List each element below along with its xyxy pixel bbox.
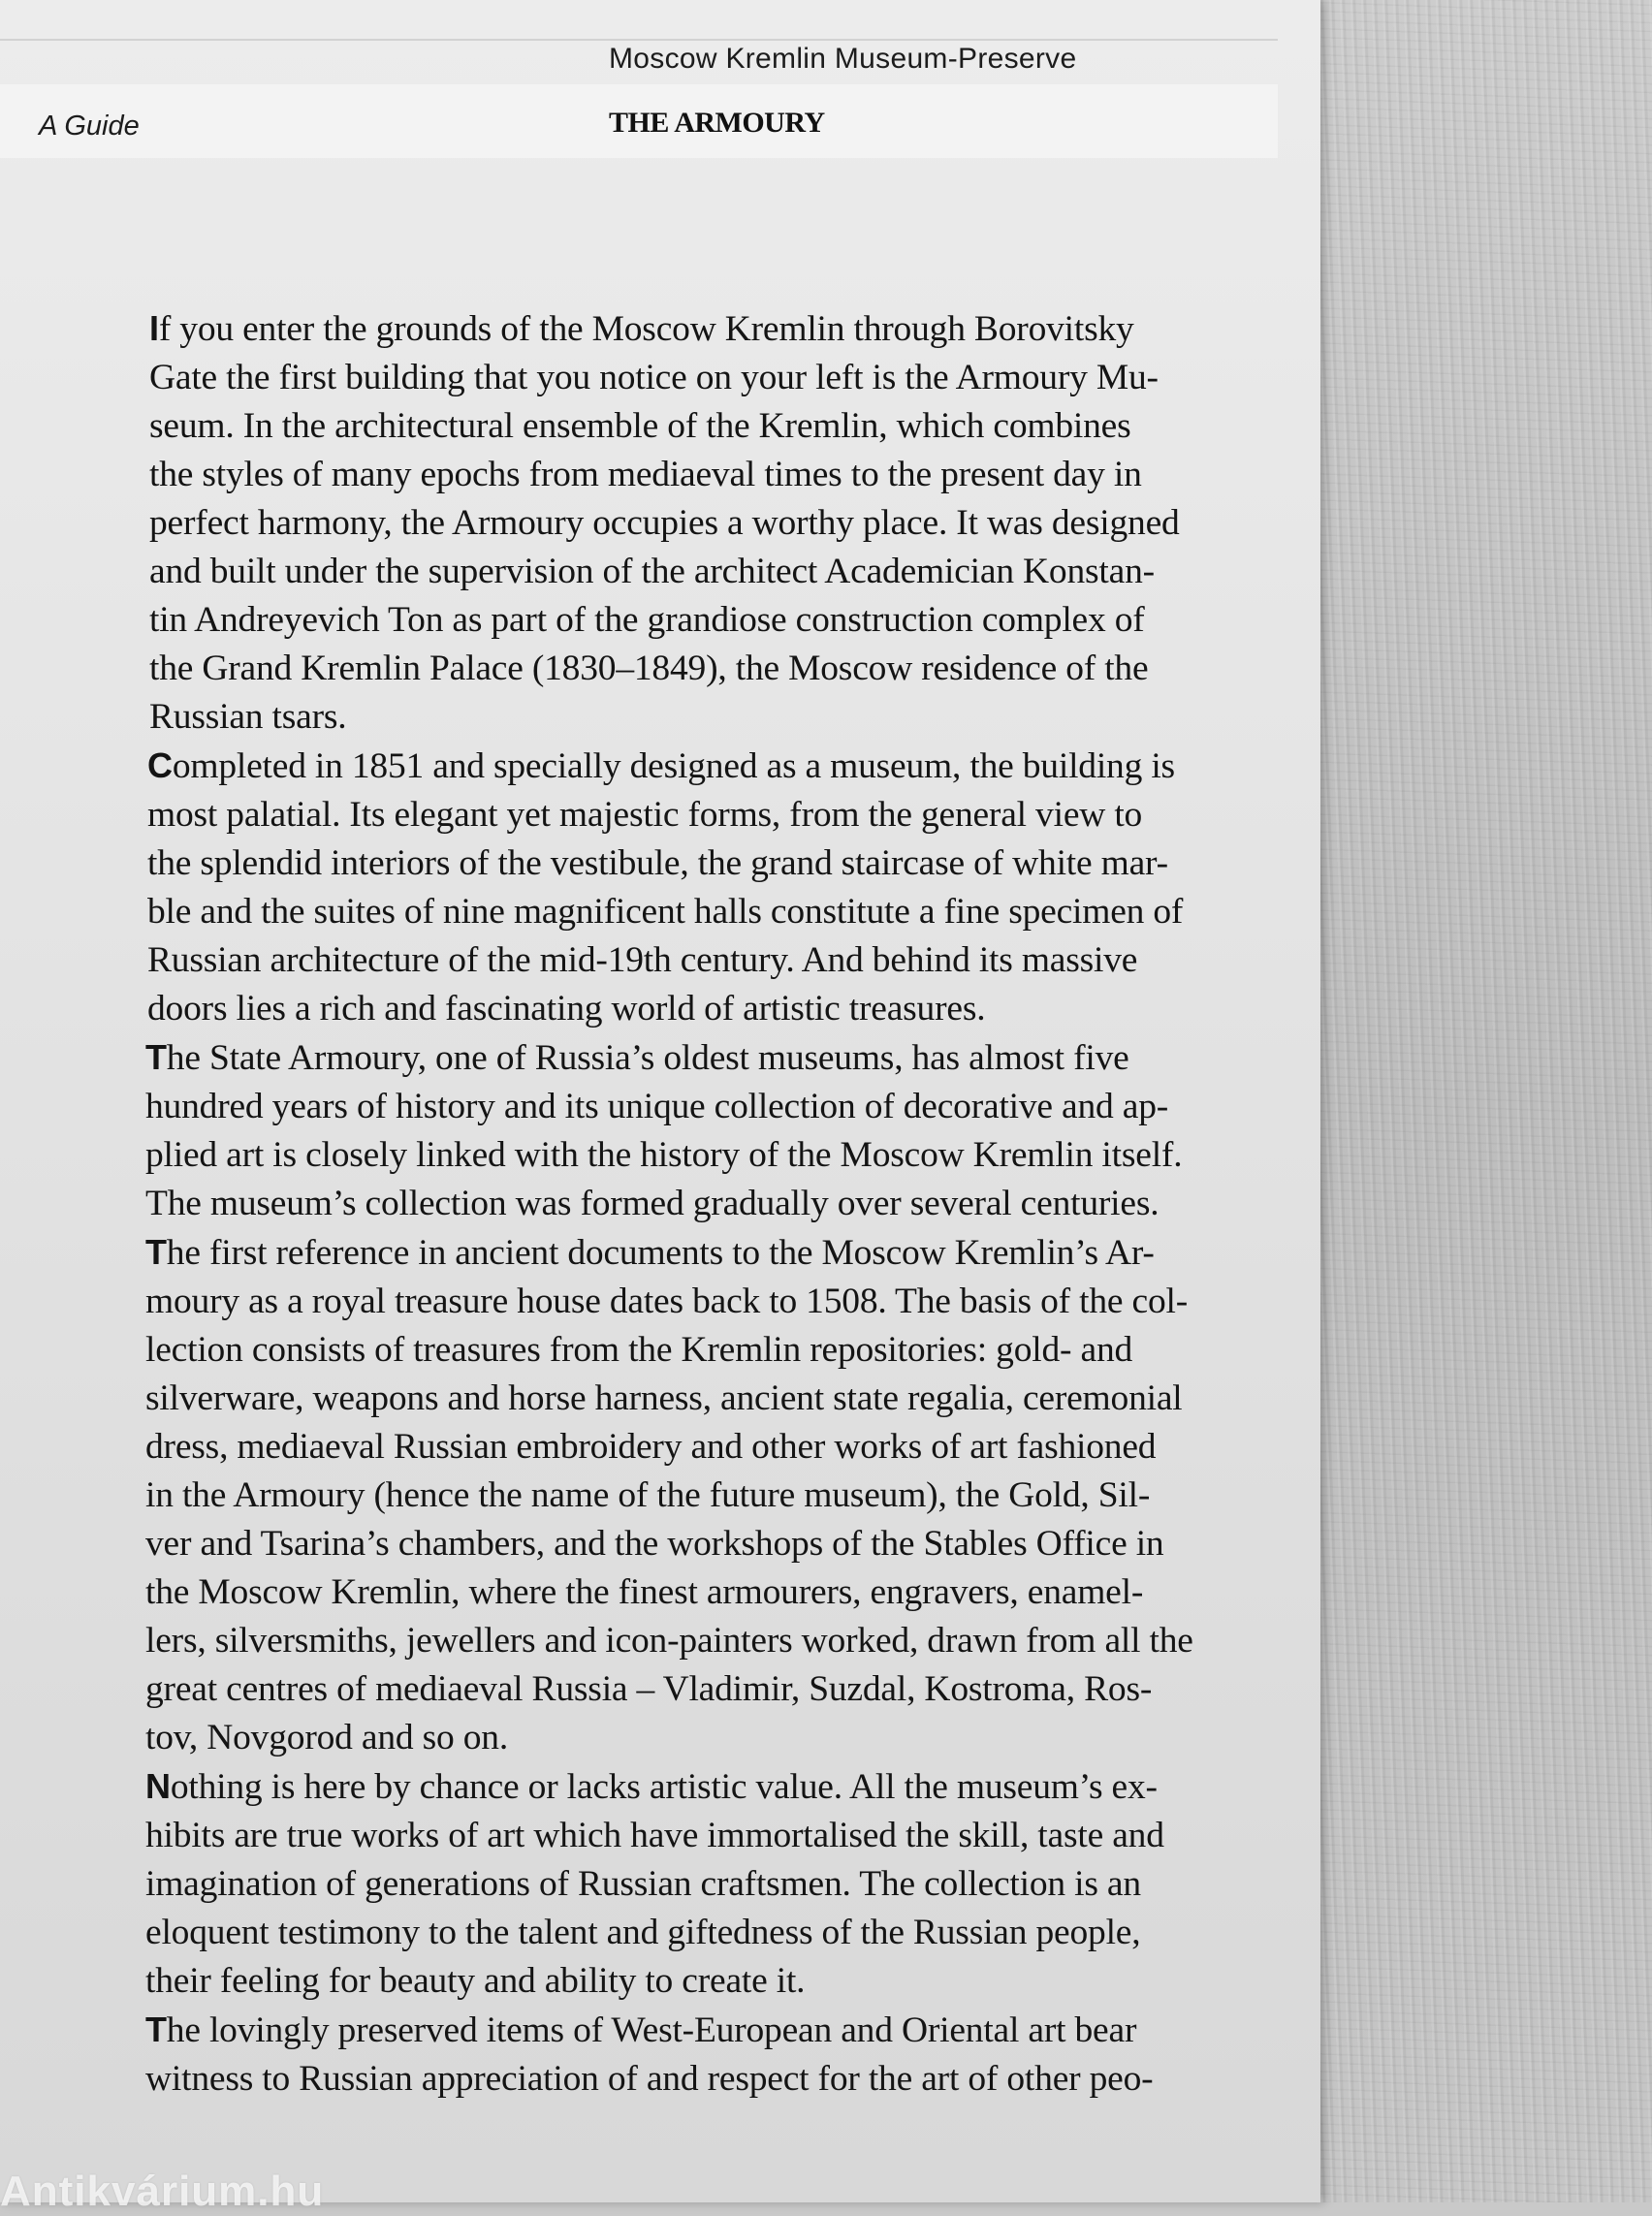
text-line: The lovingly preserved items of West-European and Oriental art bear	[145, 2010, 1137, 2050]
text-line: ver and Tsarina’s chambers, and the workshops of the Stables Office in	[145, 1524, 1164, 1564]
text-line: their feeling for beauty and ability to create it.	[145, 1961, 806, 2001]
initial-letter: I	[149, 308, 159, 348]
watermark: Antikvárium.hu	[0, 2168, 325, 2215]
text-line: the Moscow Kremlin, where the finest armourers, engravers, enamel-	[145, 1572, 1144, 1612]
initial-letter: C	[147, 745, 173, 785]
text-line: the splendid interiors of the vestibule, the grand staircase of white mar-	[147, 843, 1168, 883]
initial-letter: T	[145, 1037, 167, 1077]
text-line: tov, Novgorod and so on.	[145, 1718, 508, 1757]
text-line: imagination of generations of Russian craftsmen. The collection is an	[145, 1864, 1141, 1904]
text-line: in the Armoury (hence the name of the future museum), the Gold, Sil-	[145, 1475, 1151, 1515]
paragraph-5	[145, 1762, 1260, 2006]
text-line: tin Andreyevich Ton as part of the grandiose construction complex of	[149, 600, 1145, 640]
text-line: If you enter the grounds of the Moscow Kremlin through Borovitsky	[149, 308, 1134, 349]
text-line: the Grand Kremlin Palace (1830–1849), the Moscow residence of the	[149, 649, 1149, 688]
text-line: plied art is closely linked with the history of the Moscow Kremlin itself.	[145, 1135, 1183, 1175]
text-line: hibits are true works of art which have immortalised the skill, taste and	[145, 1816, 1164, 1855]
initial-letter: T	[145, 1232, 167, 1272]
initial-letter: T	[145, 2010, 167, 2049]
text-line: ble and the suites of nine magnificent halls constitute a fine specimen of	[147, 892, 1184, 932]
text-line: Completed in 1851 and specially designed as a museum, the building is	[147, 745, 1175, 786]
paragraph-3	[145, 1033, 1260, 1228]
text-line: perfect harmony, the Armoury occupies a worthy place. It was designed	[149, 503, 1180, 543]
text-line: doors lies a rich and fascinating world of artistic treasures.	[147, 989, 986, 1029]
text-line: Gate the first building that you notice on your left is the Armoury Mu-	[149, 358, 1159, 397]
body-text	[145, 304, 1260, 2104]
text-line: lection consists of treasures from the Kremlin repositories: gold- and	[145, 1330, 1133, 1370]
text-line: lers, silversmiths, jewellers and icon-painters worked, drawn from all the	[145, 1621, 1193, 1661]
text-line: most palatial. Its elegant yet majestic forms, from the general view to	[147, 795, 1143, 835]
text-line: eloquent testimony to the talent and giftedness of the Russian people,	[145, 1913, 1141, 1952]
text-line: hundred years of history and its unique collection of decorative and ap-	[145, 1087, 1169, 1126]
museum-name: Moscow Kremlin Museum-Preserve	[609, 43, 1077, 75]
top-rule	[0, 39, 1278, 41]
guide-label: A Guide	[39, 111, 140, 142]
paragraph-4	[145, 1228, 1260, 1762]
text-line: Nothing is here by chance or lacks artistic value. All the museum’s ex-	[145, 1766, 1158, 1807]
paragraph-1	[145, 304, 1260, 742]
text-line: seum. In the architectural ensemble of the Kremlin, which combines	[149, 406, 1131, 446]
text-line: silverware, weapons and horse harness, ancient state regalia, ceremonial	[145, 1378, 1183, 1418]
text-line: The museum’s collection was formed gradually over several centuries.	[145, 1184, 1160, 1223]
text-line: The first reference in ancient documents to the Moscow Kremlin’s Ar-	[145, 1232, 1155, 1273]
text-line: great centres of mediaeval Russia – Vladimir, Suzdal, Kostroma, Ros-	[145, 1669, 1153, 1709]
text-line: The State Armoury, one of Russia’s oldest museums, has almost five	[145, 1037, 1129, 1078]
text-line: Russian architecture of the mid-19th century. And behind its massive	[147, 940, 1138, 980]
text-line: Russian tsars.	[149, 697, 347, 737]
paragraph-2	[145, 742, 1260, 1033]
text-line: and built under the supervision of the architect Academician Konstan-	[149, 552, 1155, 591]
textured-backdrop	[1299, 0, 1652, 2202]
text-line: witness to Russian appreciation of and respect for the art of other peo-	[145, 2059, 1154, 2099]
text-line: moury as a royal treasure house dates back to 1508. The basis of the col-	[145, 1282, 1189, 1321]
text-line: the styles of many epochs from mediaeval times to the present day in	[149, 455, 1142, 494]
section-title: THE ARMOURY	[609, 107, 825, 139]
initial-letter: N	[145, 1766, 171, 1806]
text-line: dress, mediaeval Russian embroidery and other works of art fashioned	[145, 1427, 1157, 1467]
paragraph-6	[145, 2006, 1260, 2104]
